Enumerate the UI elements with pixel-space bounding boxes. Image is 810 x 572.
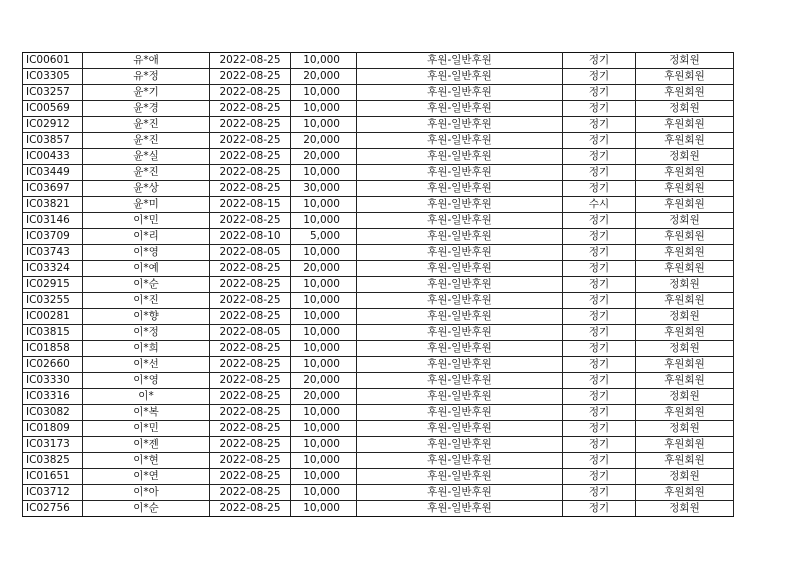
member-id-cell: IC02915 xyxy=(23,277,83,293)
amount-cell: 10,000 xyxy=(291,405,357,421)
type-cell: 정기 xyxy=(563,101,636,117)
member-id-cell: IC01858 xyxy=(23,341,83,357)
table-row xyxy=(23,117,734,133)
category-cell: 후원-일반후원 xyxy=(357,405,563,421)
name-cell: 윤*경 xyxy=(83,101,210,117)
amount-cell: 10,000 xyxy=(291,293,357,309)
membership-cell: 정회원 xyxy=(636,469,734,485)
donor-table xyxy=(22,52,734,517)
member-id-cell: IC01651 xyxy=(23,469,83,485)
type-cell: 정기 xyxy=(563,69,636,85)
amount-cell: 10,000 xyxy=(291,325,357,341)
table-row xyxy=(23,469,734,485)
membership-cell: 정회원 xyxy=(636,501,734,517)
date-cell: 2022-08-25 xyxy=(210,149,291,165)
table-row xyxy=(23,197,734,213)
date-cell: 2022-08-25 xyxy=(210,181,291,197)
amount-cell: 10,000 xyxy=(291,117,357,133)
date-cell: 2022-08-25 xyxy=(210,85,291,101)
date-cell: 2022-08-25 xyxy=(210,341,291,357)
membership-cell: 정회원 xyxy=(636,213,734,229)
category-cell: 후원-일반후원 xyxy=(357,389,563,405)
type-cell: 정기 xyxy=(563,405,636,421)
member-id-cell: IC03173 xyxy=(23,437,83,453)
category-cell: 후원-일반후원 xyxy=(357,53,563,69)
table-row xyxy=(23,245,734,261)
name-cell: 이*리 xyxy=(83,229,210,245)
member-id-cell: IC00601 xyxy=(23,53,83,69)
table-row xyxy=(23,389,734,405)
type-cell: 정기 xyxy=(563,453,636,469)
amount-cell: 10,000 xyxy=(291,341,357,357)
membership-cell: 후원회원 xyxy=(636,325,734,341)
amount-cell: 20,000 xyxy=(291,149,357,165)
table-row xyxy=(23,453,734,469)
amount-cell: 5,000 xyxy=(291,229,357,245)
name-cell: 윤*진 xyxy=(83,133,210,149)
table-row xyxy=(23,485,734,501)
name-cell: 이*아 xyxy=(83,485,210,501)
membership-cell: 정회원 xyxy=(636,389,734,405)
category-cell: 후원-일반후원 xyxy=(357,485,563,501)
table-row xyxy=(23,325,734,341)
membership-cell: 후원회원 xyxy=(636,373,734,389)
type-cell: 정기 xyxy=(563,261,636,277)
name-cell: 이*진 xyxy=(83,293,210,309)
table-row xyxy=(23,165,734,181)
category-cell: 후원-일반후원 xyxy=(357,469,563,485)
table-row xyxy=(23,293,734,309)
name-cell: 이*순 xyxy=(83,501,210,517)
membership-cell: 후원회원 xyxy=(636,245,734,261)
date-cell: 2022-08-25 xyxy=(210,261,291,277)
category-cell: 후원-일반후원 xyxy=(357,501,563,517)
amount-cell: 10,000 xyxy=(291,165,357,181)
name-cell: 이*복 xyxy=(83,405,210,421)
amount-cell: 20,000 xyxy=(291,133,357,149)
amount-cell: 10,000 xyxy=(291,197,357,213)
table-row xyxy=(23,309,734,325)
table-row xyxy=(23,69,734,85)
type-cell: 정기 xyxy=(563,501,636,517)
amount-cell: 20,000 xyxy=(291,69,357,85)
member-id-cell: IC03825 xyxy=(23,453,83,469)
membership-cell: 후원회원 xyxy=(636,485,734,501)
membership-cell: 후원회원 xyxy=(636,357,734,373)
category-cell: 후원-일반후원 xyxy=(357,453,563,469)
member-id-cell: IC03815 xyxy=(23,325,83,341)
category-cell: 후원-일반후원 xyxy=(357,181,563,197)
category-cell: 후원-일반후원 xyxy=(357,261,563,277)
name-cell: 이*정 xyxy=(83,325,210,341)
table-row xyxy=(23,501,734,517)
amount-cell: 10,000 xyxy=(291,501,357,517)
type-cell: 정기 xyxy=(563,341,636,357)
date-cell: 2022-08-25 xyxy=(210,293,291,309)
amount-cell: 10,000 xyxy=(291,453,357,469)
category-cell: 후원-일반후원 xyxy=(357,229,563,245)
type-cell: 정기 xyxy=(563,149,636,165)
amount-cell: 10,000 xyxy=(291,485,357,501)
table-row xyxy=(23,421,734,437)
type-cell: 정기 xyxy=(563,373,636,389)
amount-cell: 10,000 xyxy=(291,245,357,261)
name-cell: 유*애 xyxy=(83,53,210,69)
category-cell: 후원-일반후원 xyxy=(357,293,563,309)
type-cell: 정기 xyxy=(563,85,636,101)
category-cell: 후원-일반후원 xyxy=(357,277,563,293)
type-cell: 정기 xyxy=(563,325,636,341)
name-cell: 이*선 xyxy=(83,357,210,373)
type-cell: 정기 xyxy=(563,53,636,69)
category-cell: 후원-일반후원 xyxy=(357,85,563,101)
name-cell: 이*현 xyxy=(83,453,210,469)
member-id-cell: IC03449 xyxy=(23,165,83,181)
membership-cell: 후원회원 xyxy=(636,437,734,453)
table-row xyxy=(23,341,734,357)
amount-cell: 20,000 xyxy=(291,389,357,405)
type-cell: 정기 xyxy=(563,133,636,149)
member-id-cell: IC00281 xyxy=(23,309,83,325)
category-cell: 후원-일반후원 xyxy=(357,325,563,341)
date-cell: 2022-08-25 xyxy=(210,277,291,293)
category-cell: 후원-일반후원 xyxy=(357,437,563,453)
amount-cell: 10,000 xyxy=(291,101,357,117)
table-row xyxy=(23,101,734,117)
type-cell: 정기 xyxy=(563,309,636,325)
category-cell: 후원-일반후원 xyxy=(357,117,563,133)
membership-cell: 후원회원 xyxy=(636,85,734,101)
table-row xyxy=(23,229,734,245)
date-cell: 2022-08-25 xyxy=(210,117,291,133)
type-cell: 정기 xyxy=(563,117,636,133)
membership-cell: 후원회원 xyxy=(636,117,734,133)
amount-cell: 10,000 xyxy=(291,277,357,293)
member-id-cell: IC03712 xyxy=(23,485,83,501)
name-cell: 윤*진 xyxy=(83,117,210,133)
name-cell: 윤*실 xyxy=(83,149,210,165)
name-cell: 이*민 xyxy=(83,213,210,229)
membership-cell: 후원회원 xyxy=(636,293,734,309)
type-cell: 정기 xyxy=(563,293,636,309)
date-cell: 2022-08-25 xyxy=(210,437,291,453)
date-cell: 2022-08-25 xyxy=(210,501,291,517)
type-cell: 수시 xyxy=(563,197,636,213)
category-cell: 후원-일반후원 xyxy=(357,341,563,357)
membership-cell: 정회원 xyxy=(636,53,734,69)
name-cell: 윤*상 xyxy=(83,181,210,197)
name-cell: 윤*기 xyxy=(83,85,210,101)
amount-cell: 10,000 xyxy=(291,437,357,453)
table-row xyxy=(23,261,734,277)
member-id-cell: IC03255 xyxy=(23,293,83,309)
member-id-cell: IC02756 xyxy=(23,501,83,517)
membership-cell: 정회원 xyxy=(636,277,734,293)
membership-cell: 정회원 xyxy=(636,421,734,437)
type-cell: 정기 xyxy=(563,357,636,373)
member-id-cell: IC03146 xyxy=(23,213,83,229)
type-cell: 정기 xyxy=(563,213,636,229)
member-id-cell: IC00569 xyxy=(23,101,83,117)
membership-cell: 후원회원 xyxy=(636,261,734,277)
member-id-cell: IC00433 xyxy=(23,149,83,165)
category-cell: 후원-일반후원 xyxy=(357,213,563,229)
table-row xyxy=(23,405,734,421)
amount-cell: 10,000 xyxy=(291,421,357,437)
category-cell: 후원-일반후원 xyxy=(357,149,563,165)
date-cell: 2022-08-25 xyxy=(210,213,291,229)
name-cell: 이*영 xyxy=(83,245,210,261)
table-row xyxy=(23,357,734,373)
table-row xyxy=(23,133,734,149)
name-cell: 이*예 xyxy=(83,261,210,277)
member-id-cell: IC03257 xyxy=(23,85,83,101)
amount-cell: 10,000 xyxy=(291,357,357,373)
amount-cell: 20,000 xyxy=(291,261,357,277)
type-cell: 정기 xyxy=(563,469,636,485)
category-cell: 후원-일반후원 xyxy=(357,357,563,373)
category-cell: 후원-일반후원 xyxy=(357,101,563,117)
table-row xyxy=(23,149,734,165)
name-cell: 이*희 xyxy=(83,341,210,357)
date-cell: 2022-08-15 xyxy=(210,197,291,213)
name-cell: 윤*진 xyxy=(83,165,210,181)
date-cell: 2022-08-25 xyxy=(210,405,291,421)
name-cell: 이*순 xyxy=(83,277,210,293)
membership-cell: 후원회원 xyxy=(636,165,734,181)
membership-cell: 후원회원 xyxy=(636,197,734,213)
amount-cell: 10,000 xyxy=(291,213,357,229)
category-cell: 후원-일반후원 xyxy=(357,245,563,261)
date-cell: 2022-08-25 xyxy=(210,165,291,181)
member-id-cell: IC02912 xyxy=(23,117,83,133)
member-id-cell: IC03709 xyxy=(23,229,83,245)
membership-cell: 정회원 xyxy=(636,101,734,117)
membership-cell: 후원회원 xyxy=(636,229,734,245)
membership-cell: 정회원 xyxy=(636,341,734,357)
name-cell: 이*민 xyxy=(83,421,210,437)
table-row xyxy=(23,437,734,453)
amount-cell: 10,000 xyxy=(291,309,357,325)
member-id-cell: IC03857 xyxy=(23,133,83,149)
type-cell: 정기 xyxy=(563,165,636,181)
name-cell: 이*연 xyxy=(83,469,210,485)
date-cell: 2022-08-05 xyxy=(210,245,291,261)
date-cell: 2022-08-25 xyxy=(210,421,291,437)
date-cell: 2022-08-25 xyxy=(210,53,291,69)
type-cell: 정기 xyxy=(563,245,636,261)
member-id-cell: IC03082 xyxy=(23,405,83,421)
type-cell: 정기 xyxy=(563,437,636,453)
amount-cell: 10,000 xyxy=(291,85,357,101)
amount-cell: 30,000 xyxy=(291,181,357,197)
membership-cell: 후원회원 xyxy=(636,405,734,421)
type-cell: 정기 xyxy=(563,229,636,245)
membership-cell: 정회원 xyxy=(636,309,734,325)
table-row xyxy=(23,213,734,229)
member-id-cell: IC03324 xyxy=(23,261,83,277)
date-cell: 2022-08-25 xyxy=(210,453,291,469)
amount-cell: 20,000 xyxy=(291,373,357,389)
date-cell: 2022-08-25 xyxy=(210,69,291,85)
category-cell: 후원-일반후원 xyxy=(357,373,563,389)
membership-cell: 후원회원 xyxy=(636,133,734,149)
date-cell: 2022-08-25 xyxy=(210,469,291,485)
type-cell: 정기 xyxy=(563,389,636,405)
donor-table-body xyxy=(23,53,734,517)
amount-cell: 10,000 xyxy=(291,53,357,69)
date-cell: 2022-08-25 xyxy=(210,133,291,149)
membership-cell: 정회원 xyxy=(636,149,734,165)
date-cell: 2022-08-05 xyxy=(210,325,291,341)
category-cell: 후원-일반후원 xyxy=(357,421,563,437)
date-cell: 2022-08-25 xyxy=(210,485,291,501)
type-cell: 정기 xyxy=(563,485,636,501)
category-cell: 후원-일반후원 xyxy=(357,69,563,85)
date-cell: 2022-08-10 xyxy=(210,229,291,245)
member-id-cell: IC03316 xyxy=(23,389,83,405)
date-cell: 2022-08-25 xyxy=(210,373,291,389)
table-row xyxy=(23,85,734,101)
member-id-cell: IC01809 xyxy=(23,421,83,437)
member-id-cell: IC03743 xyxy=(23,245,83,261)
table-row xyxy=(23,373,734,389)
category-cell: 후원-일반후원 xyxy=(357,197,563,213)
date-cell: 2022-08-25 xyxy=(210,357,291,373)
name-cell: 이*향 xyxy=(83,309,210,325)
name-cell: 윤*미 xyxy=(83,197,210,213)
date-cell: 2022-08-25 xyxy=(210,101,291,117)
type-cell: 정기 xyxy=(563,277,636,293)
table-row xyxy=(23,181,734,197)
membership-cell: 후원회원 xyxy=(636,453,734,469)
table-row xyxy=(23,277,734,293)
date-cell: 2022-08-25 xyxy=(210,309,291,325)
date-cell: 2022-08-25 xyxy=(210,389,291,405)
table-row xyxy=(23,53,734,69)
member-id-cell: IC03697 xyxy=(23,181,83,197)
name-cell: 이*영 xyxy=(83,373,210,389)
type-cell: 정기 xyxy=(563,181,636,197)
amount-cell: 10,000 xyxy=(291,469,357,485)
member-id-cell: IC03305 xyxy=(23,69,83,85)
category-cell: 후원-일반후원 xyxy=(357,309,563,325)
name-cell: 이*젠 xyxy=(83,437,210,453)
member-id-cell: IC02660 xyxy=(23,357,83,373)
name-cell: 유*정 xyxy=(83,69,210,85)
member-id-cell: IC03821 xyxy=(23,197,83,213)
member-id-cell: IC03330 xyxy=(23,373,83,389)
name-cell: 이* xyxy=(83,389,210,405)
category-cell: 후원-일반후원 xyxy=(357,165,563,181)
type-cell: 정기 xyxy=(563,421,636,437)
category-cell: 후원-일반후원 xyxy=(357,133,563,149)
membership-cell: 후원회원 xyxy=(636,69,734,85)
membership-cell: 후원회원 xyxy=(636,181,734,197)
